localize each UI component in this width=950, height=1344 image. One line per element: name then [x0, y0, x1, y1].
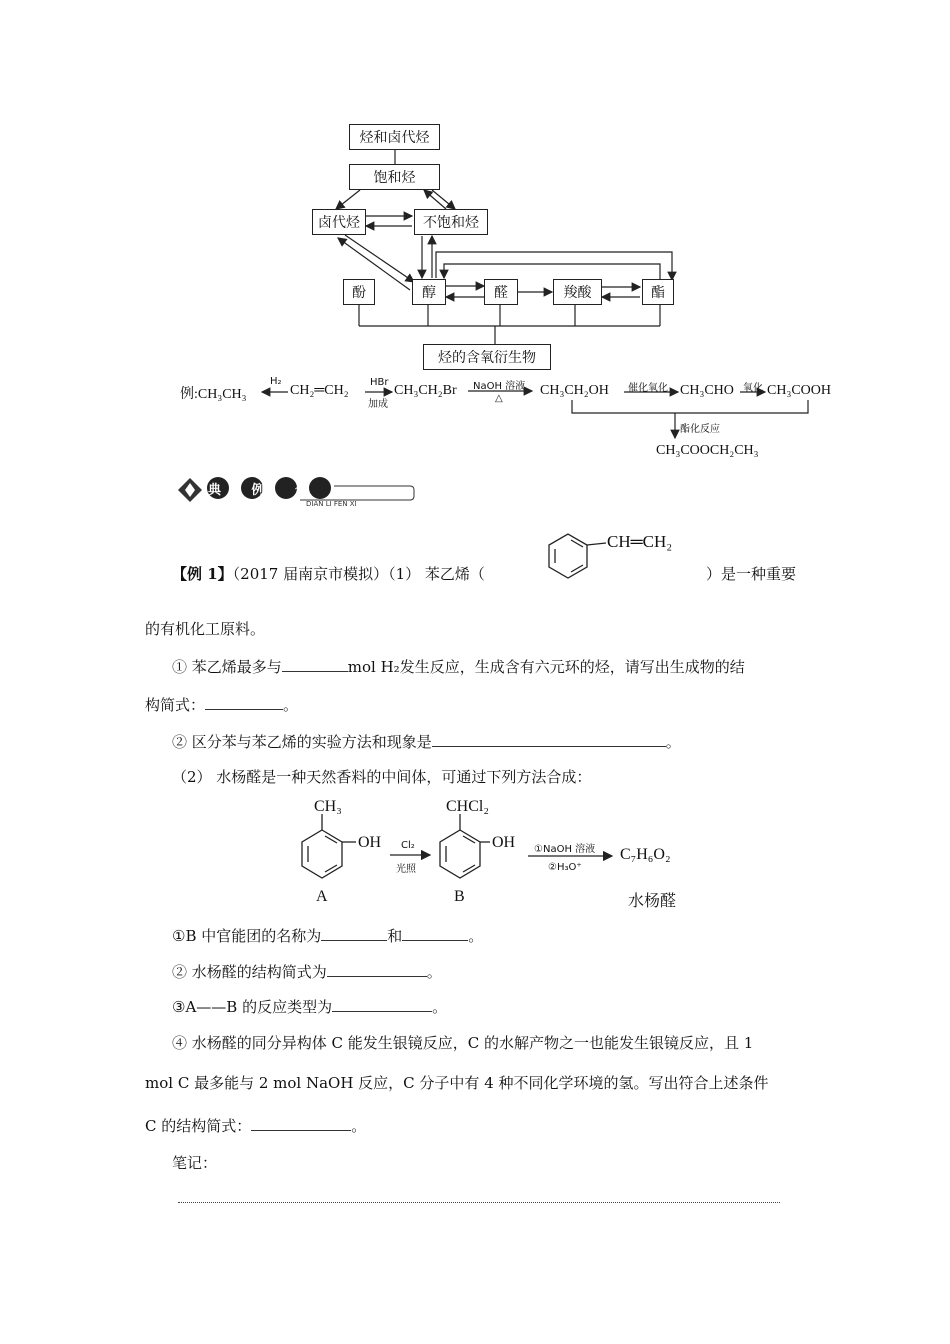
chain-ethylene: CH₂═CH₂ — [290, 383, 349, 398]
notes-line[interactable] — [178, 1202, 780, 1203]
compound-b-dichloromethyl: CHCl₂ — [446, 798, 489, 815]
b1-part-b: 和 — [387, 927, 403, 945]
b4-blank-structure[interactable] — [251, 1116, 351, 1131]
chain-h2: H₂ — [270, 376, 282, 387]
b3-part-a: ③A——B 的反应类型为 — [172, 998, 333, 1016]
part2-line: （2） 水杨醛是一种天然香料的中间体，可通过下列方法合成： — [172, 768, 592, 786]
q1-part-b: mol H₂发生反应，生成含有六元环的烃，请写出生成物的结 — [347, 658, 745, 676]
compound-a-methyl: CH₃ — [314, 798, 342, 815]
b1-part-a: ①B 中官能团的名称为 — [172, 927, 322, 945]
node-oxygen-derivatives: 烃的含氧衍生物 — [423, 344, 551, 370]
chain-ethanol: CH₃CH₂OH — [540, 383, 609, 398]
node-aldehyde: 醛 — [484, 279, 518, 305]
example-line2: 的有机化工原料。 — [145, 620, 266, 638]
b3-blank-type[interactable] — [332, 997, 432, 1012]
compound-b-oh: OH — [492, 834, 516, 851]
reagent-naoh: ①NaOH 溶液 — [534, 844, 596, 855]
node-hydrocarbons-halides: 烃和卤代烃 — [349, 124, 440, 150]
product-name: 水杨醛 — [628, 891, 677, 910]
b4-line2: mol C 最多能与 2 mol NaOH 反应，C 分子中有 4 种不同化学环境的氢。写出符合上述条件 — [145, 1074, 769, 1092]
b1-part-c: 。 — [468, 927, 484, 945]
reagent-h3o: ②H₃O⁺ — [548, 862, 582, 873]
example-label: 【例 1】 — [172, 565, 233, 583]
chain-catalytic-oxidation: 催化氧化 — [628, 383, 668, 394]
b4-line1: ④ 水杨醛的同分异构体 C 能发生银镜反应，C 的水解产物之一也能发生银镜反应，且 1 — [172, 1034, 754, 1052]
b3-part-b: 。 — [432, 998, 448, 1016]
node-acid: 羧酸 — [553, 279, 602, 305]
compound-a-label: A — [316, 888, 328, 905]
node-ester: 酯 — [642, 279, 674, 305]
chain-ethyl-acetate: CH₃COOCH₂CH₃ — [656, 443, 759, 458]
q1-part-d: 。 — [283, 696, 299, 714]
section-pinyin: DIAN LI FEN XI — [306, 500, 357, 508]
chain-delta: △ — [495, 393, 503, 404]
q2-part-a: ② 区分苯与苯乙烯的实验方法和现象是 — [172, 733, 432, 751]
b4-line3 — [145, 1116, 366, 1136]
chain-esterification: 酯化反应 — [680, 424, 720, 435]
q1-part-a: ① 苯乙烯最多与 — [172, 658, 282, 676]
b2-blank-structure[interactable] — [327, 962, 427, 977]
b3-line — [172, 997, 447, 1017]
b1-line — [172, 926, 483, 946]
chain-oxidation: 氧化 — [743, 383, 763, 394]
example-intro: （2017 届南京市模拟）（1） 苯乙烯（ — [232, 565, 485, 583]
b1-blank-group1[interactable] — [321, 926, 387, 941]
reagent-cl2: Cl₂ — [401, 840, 415, 851]
node-alcohol: 醇 — [412, 279, 446, 305]
example-intro-end: ）是一种重要 — [706, 565, 797, 583]
q2-part-b: 。 — [665, 733, 681, 751]
b1-blank-group2[interactable] — [402, 926, 468, 941]
section-title: 典 例 分 析 — [208, 483, 322, 517]
b2-line — [172, 962, 442, 982]
chain-acetic-acid: CH₃COOH — [767, 383, 831, 398]
node-saturated: 饱和烃 — [349, 164, 440, 190]
reagent-light: 光照 — [396, 864, 416, 875]
b2-part-b: 。 — [426, 963, 442, 981]
b4-part-c: C 的结构简式： — [145, 1117, 252, 1135]
node-halide: 卤代烃 — [312, 209, 366, 235]
node-unsaturated: 不饱和烃 — [414, 209, 488, 235]
chain-acetaldehyde: CH₃CHO — [680, 383, 734, 398]
b4-part-d: 。 — [351, 1117, 367, 1135]
b2-part-a: ② 水杨醛的结构简式为 — [172, 963, 327, 981]
node-phenol: 酚 — [343, 279, 375, 305]
chain-addition: 加成 — [368, 399, 388, 410]
chain-ethane: 例:CH₃CH₃ — [180, 387, 247, 402]
compound-a-oh: OH — [358, 834, 382, 851]
styrene-vinyl-group: CH═CH₂ — [607, 532, 673, 551]
chain-naoh: NaOH 溶液 — [473, 381, 526, 392]
compound-b-label: B — [454, 888, 465, 905]
notes-label: 笔记： — [172, 1154, 218, 1172]
product-formula: C₇H₆O₂ — [620, 846, 671, 863]
q1-part-c: 构简式： — [145, 696, 206, 714]
chain-hbr: HBr — [370, 377, 389, 388]
chain-bromoethane: CH₃CH₂Br — [394, 383, 457, 398]
